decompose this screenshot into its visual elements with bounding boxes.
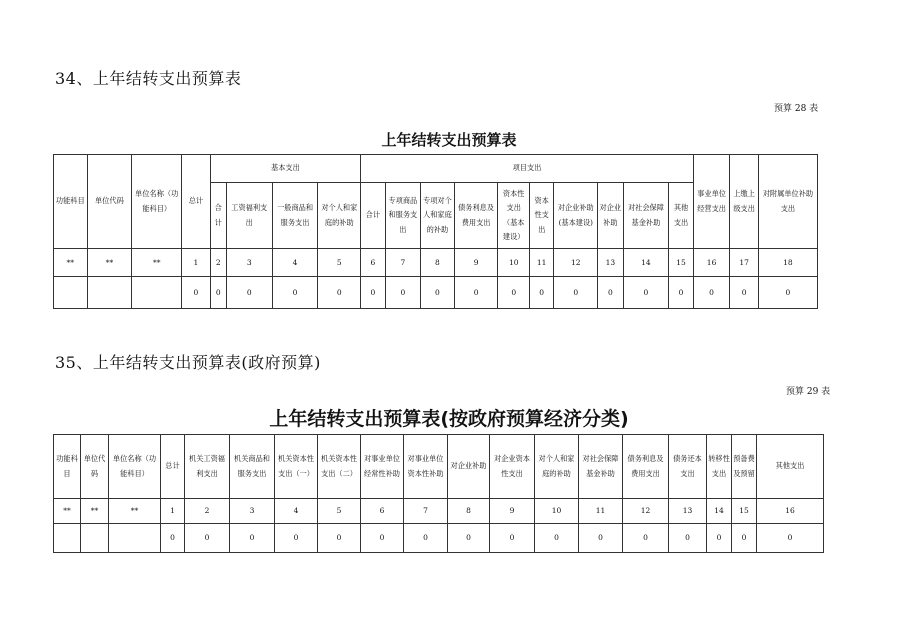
data-cell: 0 [161,524,185,553]
header-project-col: 资本性支出 [529,183,553,249]
data-cell: 0 [732,524,757,553]
header-project-col: 资本性支出（基本建设） [498,183,530,249]
table-number-28: 预算 28 表 [774,104,819,114]
index-cell: 13 [669,499,707,524]
data-cell: 0 [693,277,730,309]
header-trailing-col: 对附属单位补助支出 [758,155,817,249]
index-cell: 2 [210,249,226,277]
index-cell: 5 [318,249,361,277]
index-cell: ** [132,249,182,277]
header-project-col: 专项商品和服务支出 [385,183,421,249]
index-cell: 14 [623,249,669,277]
header-trailing-col: 上缴上级支出 [730,155,758,249]
header-total: 总计 [182,155,210,249]
data-cell: 0 [707,524,732,553]
header-basic-col: 工资福利支出 [226,183,272,249]
index-cell: 10 [535,499,579,524]
data-cell [54,524,81,553]
data-cell: 0 [669,524,707,553]
index-cell: 18 [758,249,817,277]
index-cell: ** [87,249,132,277]
index-cell: 15 [732,499,757,524]
data-cell: 0 [404,524,448,553]
index-cell: 3 [230,499,275,524]
index-cell: 6 [361,249,385,277]
header-col: 预备费及预留 [732,435,757,499]
index-row [54,499,824,524]
header-total: 总计 [161,435,185,499]
header-col: 对个人和家庭的补助 [535,435,579,499]
header-unit-name: 单位名称（功能科目） [109,435,161,499]
header-project-col: 债务利息及费用支出 [454,183,498,249]
table-29-title: 上年结转支出预算表(按政府预算经济分类) [269,408,629,430]
index-cell: ** [81,499,109,524]
index-cell: 1 [161,499,185,524]
table-28-title: 上年结转支出预算表 [381,131,517,149]
header-col: 机关资本性支出（一） [275,435,318,499]
header-unit-code: 单位代码 [87,155,132,249]
header-func-subject: 功能科目 [54,155,88,249]
header-func-subject: 功能科目 [54,435,81,499]
data-cell: 0 [554,277,598,309]
data-cell: 0 [598,277,623,309]
carryover-budget-table [53,154,818,309]
data-cell [54,277,88,309]
carryover-gov-budget-table [53,434,824,553]
data-cell [109,524,161,553]
header-col: 对企业资本性支出 [490,435,535,499]
header-col: 对事业单位经常性补助 [361,435,404,499]
header-basic-group: 基本支出 [210,155,361,183]
data-cell: 0 [498,277,530,309]
data-cell: 0 [730,277,758,309]
data-cell: 0 [529,277,553,309]
header-project-col: 其他支出 [669,183,693,249]
data-cell: 0 [361,277,385,309]
data-cell: 0 [275,524,318,553]
index-cell: 7 [404,499,448,524]
index-cell: 3 [226,249,272,277]
data-cell: 0 [757,524,824,553]
header-unit-code: 单位代码 [81,435,109,499]
index-cell: 6 [361,499,404,524]
header-basic-col: 一般商品和服务支出 [272,183,318,249]
data-cell: 0 [185,524,230,553]
index-cell: 13 [598,249,623,277]
header-basic-col: 合计 [210,183,226,249]
data-cell [132,277,182,309]
header-basic-col: 对个人和家庭的补助 [318,183,361,249]
header-col: 对事业单位资本性补助 [404,435,448,499]
data-cell: 0 [318,524,361,553]
header-col: 对企业补助 [448,435,490,499]
section-35-heading: 35、上年结转支出预算表(政府预算) [55,353,321,372]
data-cell: 0 [226,277,272,309]
index-cell: 4 [275,499,318,524]
index-cell: 2 [185,499,230,524]
data-cell: 0 [210,277,226,309]
section-34-heading: 34、上年结转支出预算表 [55,69,242,88]
table-number-29: 预算 29 表 [786,387,831,397]
index-cell: ** [109,499,161,524]
header-project-col: 专项对个人和家庭的补助 [421,183,455,249]
header-col: 其他支出 [757,435,824,499]
index-cell: 16 [757,499,824,524]
data-cell [81,524,109,553]
data-cell: 0 [182,277,210,309]
index-cell: 15 [669,249,693,277]
data-row [54,524,824,553]
index-cell: 8 [421,249,455,277]
index-cell: 1 [182,249,210,277]
data-cell: 0 [230,524,275,553]
header-col: 机关资本性支出（二） [318,435,361,499]
data-cell: 0 [361,524,404,553]
header-project-col: 对企业补助 [598,183,623,249]
data-row [54,277,818,309]
index-cell: 9 [454,249,498,277]
header-col: 对社会保障基金补助 [579,435,623,499]
data-cell: 0 [385,277,421,309]
index-cell: 17 [730,249,758,277]
data-cell: 0 [448,524,490,553]
data-cell: 0 [454,277,498,309]
header-project-col: 合计 [361,183,385,249]
header-unit-name: 单位名称（功能科目） [132,155,182,249]
header-trailing-col: 事业单位经营支出 [693,155,730,249]
header-col: 债务利息及费用支出 [623,435,669,499]
data-cell: 0 [421,277,455,309]
index-cell: 10 [498,249,530,277]
index-cell: 14 [707,499,732,524]
data-cell: 0 [579,524,623,553]
data-cell: 0 [535,524,579,553]
header-col: 机关商品和服务支出 [230,435,275,499]
index-row [54,249,818,277]
index-cell: 4 [272,249,318,277]
header-project-col: 对社会保障基金补助 [623,183,669,249]
header-col: 机关工资福利支出 [185,435,230,499]
header-project-col: 对企业补助(基本建设) [554,183,598,249]
index-cell: 11 [579,499,623,524]
header-col: 转移性支出 [707,435,732,499]
data-cell: 0 [758,277,817,309]
index-cell: 5 [318,499,361,524]
index-cell: 12 [554,249,598,277]
data-cell: 0 [623,277,669,309]
index-cell: 8 [448,499,490,524]
data-cell [87,277,132,309]
header-col: 债务还本支出 [669,435,707,499]
index-cell: 12 [623,499,669,524]
data-cell: 0 [669,277,693,309]
index-cell: 9 [490,499,535,524]
index-cell: ** [54,499,81,524]
data-cell: 0 [490,524,535,553]
index-cell: 16 [693,249,730,277]
data-cell: 0 [623,524,669,553]
header-project-group: 项目支出 [361,155,694,183]
index-cell: 11 [529,249,553,277]
index-cell: ** [54,249,88,277]
index-cell: 7 [385,249,421,277]
data-cell: 0 [318,277,361,309]
data-cell: 0 [272,277,318,309]
